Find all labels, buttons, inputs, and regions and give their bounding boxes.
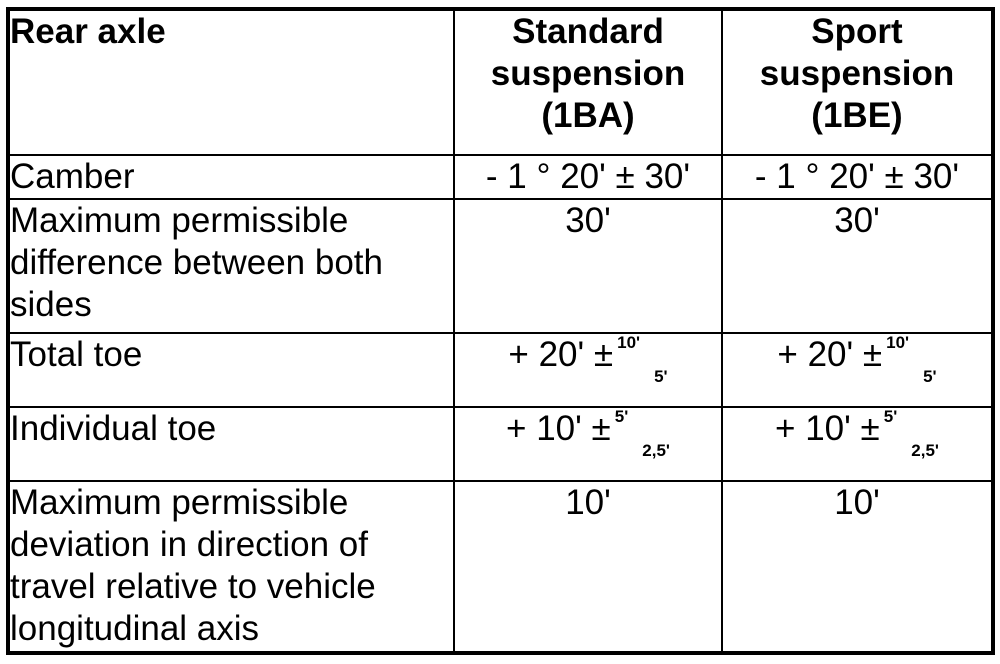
header-sport-suspension: [722, 9, 993, 155]
tolerance-lower: 5': [654, 367, 668, 386]
header-standard-line2: suspension: [490, 54, 686, 93]
tolerance-upper: 10': [617, 333, 641, 352]
table-row: [8, 333, 993, 407]
header-sport-line1: Sport: [811, 12, 903, 51]
total-toe-standard-value: [454, 333, 722, 407]
max-difference-sport-value: 30': [722, 199, 993, 333]
table-row: [8, 199, 993, 333]
tolerance-lower: 5': [923, 367, 937, 386]
table-row: [8, 155, 993, 199]
tolerance-value: [777, 333, 937, 386]
camber-standard-value: - 1 ° 20' ± 30': [454, 155, 722, 199]
total-toe-sport-value: [722, 333, 993, 407]
row-label-individual-toe: Individual toe: [8, 407, 454, 481]
tolerance-lower: 2,5': [911, 441, 939, 460]
tolerance-base: + 20' ±: [777, 335, 883, 374]
tolerance-base: + 20' ±: [508, 335, 614, 374]
tolerance-upper: 5': [614, 407, 629, 426]
tolerance-value: [775, 407, 939, 460]
individual-toe-standard-value: [454, 407, 722, 481]
row-label-camber: Camber: [8, 155, 454, 199]
max-deviation-sport-value: 10': [722, 481, 993, 653]
table-row: [8, 481, 993, 653]
row-label-max-difference: Maximum permissible difference between both sides: [8, 199, 454, 333]
table-row: [8, 407, 993, 481]
header-standard-line1: Standard: [512, 12, 664, 51]
rear-axle-spec-table: [6, 7, 995, 655]
tolerance-value: [506, 407, 670, 460]
tolerance-upper: 10': [886, 333, 910, 352]
tolerance-lower: 2,5': [642, 441, 670, 460]
row-label-max-deviation: Maximum permissible deviation in direction of travel relative to vehicle longitudinal axis: [8, 481, 454, 653]
camber-sport-value: - 1 ° 20' ± 30': [722, 155, 993, 199]
max-difference-standard-value: 30': [454, 199, 722, 333]
header-sport-line2: suspension: [759, 54, 955, 93]
individual-toe-sport-value: [722, 407, 993, 481]
header-standard-suspension: [454, 9, 722, 155]
tolerance-base: + 10' ±: [506, 409, 611, 448]
max-deviation-standard-value: 10': [454, 481, 722, 653]
header-sport-line3: (1BE): [811, 96, 903, 135]
row-label-total-toe: Total toe: [8, 333, 454, 407]
header-row: [8, 9, 993, 155]
header-standard-line3: (1BA): [541, 96, 635, 135]
header-rear-axle: Rear axle: [8, 9, 454, 155]
tolerance-base: + 10' ±: [775, 409, 880, 448]
tolerance-value: [508, 333, 668, 386]
tolerance-upper: 5': [883, 407, 898, 426]
